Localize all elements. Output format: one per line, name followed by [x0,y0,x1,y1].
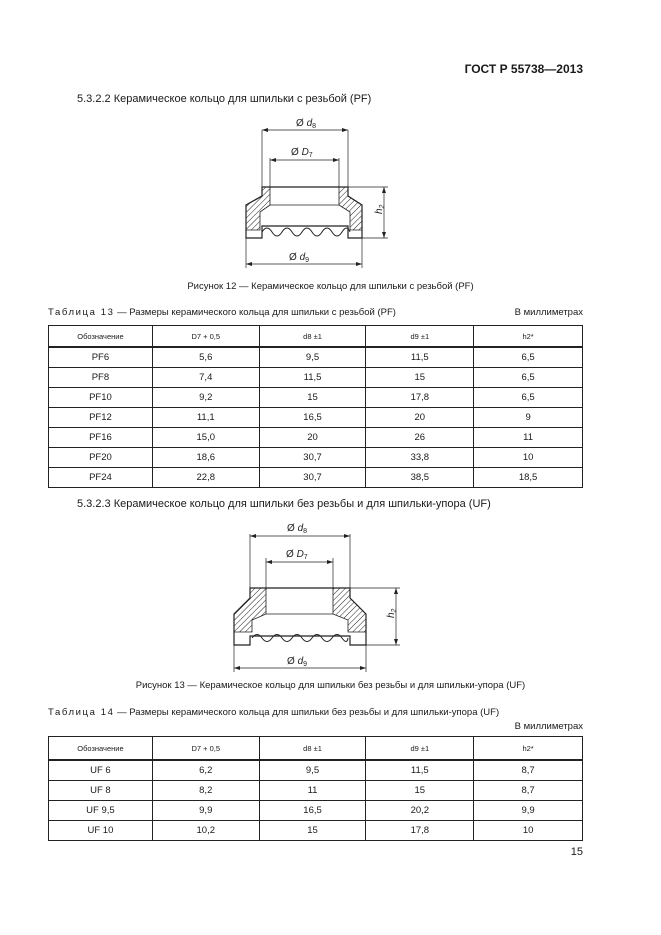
table-row [49,801,583,821]
cell: 11 [474,428,583,448]
cell: 17,8 [366,821,474,841]
table-row [49,368,583,388]
table-14-unit: В миллиметрах [514,721,583,732]
figure-13-caption: Рисунок 13 — Керамическое кольцо для шпильки без резьбы и для шпильки-упора (UF) [135,680,526,691]
document-code: ГОСТ Р 55738—2013 [464,62,583,76]
table-row [49,468,583,488]
cell: 9 [474,408,583,428]
cell: 9,5 [259,347,366,368]
cell: 38,5 [366,468,474,488]
col-header-d8: d8 ±1 [259,326,366,348]
cell: 20 [259,428,366,448]
table-row [49,347,583,368]
cell: 11,5 [259,368,366,388]
cell: 15 [366,368,474,388]
table-row [49,781,583,801]
cell: 6,5 [474,368,583,388]
col-header-h2: h2* [474,326,583,348]
table-13-pf-dimensions [48,325,583,488]
col-header-designation: Обозначение [49,737,153,761]
table-13-number: Таблица 13 [48,307,115,318]
cell: 10 [474,821,583,841]
table-row [49,821,583,841]
cell: 22,8 [152,468,259,488]
cell: 15 [259,821,366,841]
table-13-unit: В миллиметрах [514,307,583,318]
cell: 30,7 [259,448,366,468]
cell: 9,5 [259,760,366,781]
cell: 8,2 [152,781,259,801]
table-14-title: — Размеры керамического кольца для шпильки без резьбы и для шпильки-упора (UF) [114,707,500,718]
cell: UF 10 [49,821,153,841]
cell: 9,2 [152,388,259,408]
cell: 6,5 [474,388,583,408]
dim-D7-label: Ø $D_7$ [291,147,313,159]
cell: PF8 [49,368,153,388]
figure-12-caption: Рисунок 12 — Керамическое кольцо для шпильки с резьбой (PF) [187,281,474,292]
col-header-designation: Обозначение [49,326,153,348]
cell: 7,4 [152,368,259,388]
cell: 15 [366,781,474,801]
cell: 16,5 [259,801,366,821]
cell: 11,1 [152,408,259,428]
cell: 15 [259,388,366,408]
cell: 18,6 [152,448,259,468]
cell: 6,2 [152,760,259,781]
cell: PF12 [49,408,153,428]
cell: UF 9,5 [49,801,153,821]
table-14-caption [48,707,499,718]
table-row [49,428,583,448]
cell: PF10 [49,388,153,408]
cell: UF 8 [49,781,153,801]
cell: 18,5 [474,468,583,488]
cell: 30,7 [259,468,366,488]
cell: 9,9 [474,801,583,821]
col-header-d9: d9 ±1 [366,737,474,761]
col-header-d8: d8 ±1 [259,737,366,761]
table-row [49,760,583,781]
cell: PF6 [49,347,153,368]
cell: 8,7 [474,760,583,781]
table-row [49,448,583,468]
cell: 9,9 [152,801,259,821]
cell: 17,8 [366,388,474,408]
cell: PF24 [49,468,153,488]
dim-d9-label-uf: Ø $d_9$ [287,656,308,668]
table-13-caption [48,307,396,318]
figure-pf-ring [230,110,410,270]
col-header-D7: D7 + 0,5 [152,326,259,348]
cell: PF16 [49,428,153,448]
cell: 8,7 [474,781,583,801]
page-number: 15 [570,846,583,858]
section-heading-uf: 5.3.2.3 Керамическое кольцо для шпильки без резьбы и для шпильки-упора (UF) [77,498,491,510]
figure-uf-ring [225,515,415,675]
cell: 11,5 [366,347,474,368]
cell: 15,0 [152,428,259,448]
col-header-D7: D7 + 0,5 [152,737,259,761]
cell: 6,5 [474,347,583,368]
table-row [49,408,583,428]
table-14-uf-dimensions [48,736,583,841]
table-14-number: Таблица 14 [48,707,115,718]
cell: 26 [366,428,474,448]
col-header-d9: d9 ±1 [366,326,474,348]
cell: 10,2 [152,821,259,841]
dim-d8-label: Ø $d_8$ [296,118,317,130]
dim-D7-label-uf: Ø $D_7$ [286,549,308,561]
cell: 20 [366,408,474,428]
table-13-title: — Размеры керамического кольца для шпильки с резьбой (PF) [114,307,396,318]
dim-h2-label: $h_2$ [374,204,386,214]
table-row [49,388,583,408]
section-heading-pf: 5.3.2.2 Керамическое кольцо для шпильки с резьбой (PF) [77,93,372,105]
cell: 11,5 [366,760,474,781]
cell: PF20 [49,448,153,468]
cell: 16,5 [259,408,366,428]
cell: 5,6 [152,347,259,368]
dim-d9-label: Ø $d_9$ [289,252,310,264]
cell: 33,8 [366,448,474,468]
cell: 11 [259,781,366,801]
dim-d8-label-uf: Ø $d_8$ [287,523,308,535]
dim-h2-label-uf: $h_2$ [386,608,398,618]
col-header-h2: h2* [474,737,583,761]
cell: 10 [474,448,583,468]
cell: UF 6 [49,760,153,781]
cell: 20,2 [366,801,474,821]
